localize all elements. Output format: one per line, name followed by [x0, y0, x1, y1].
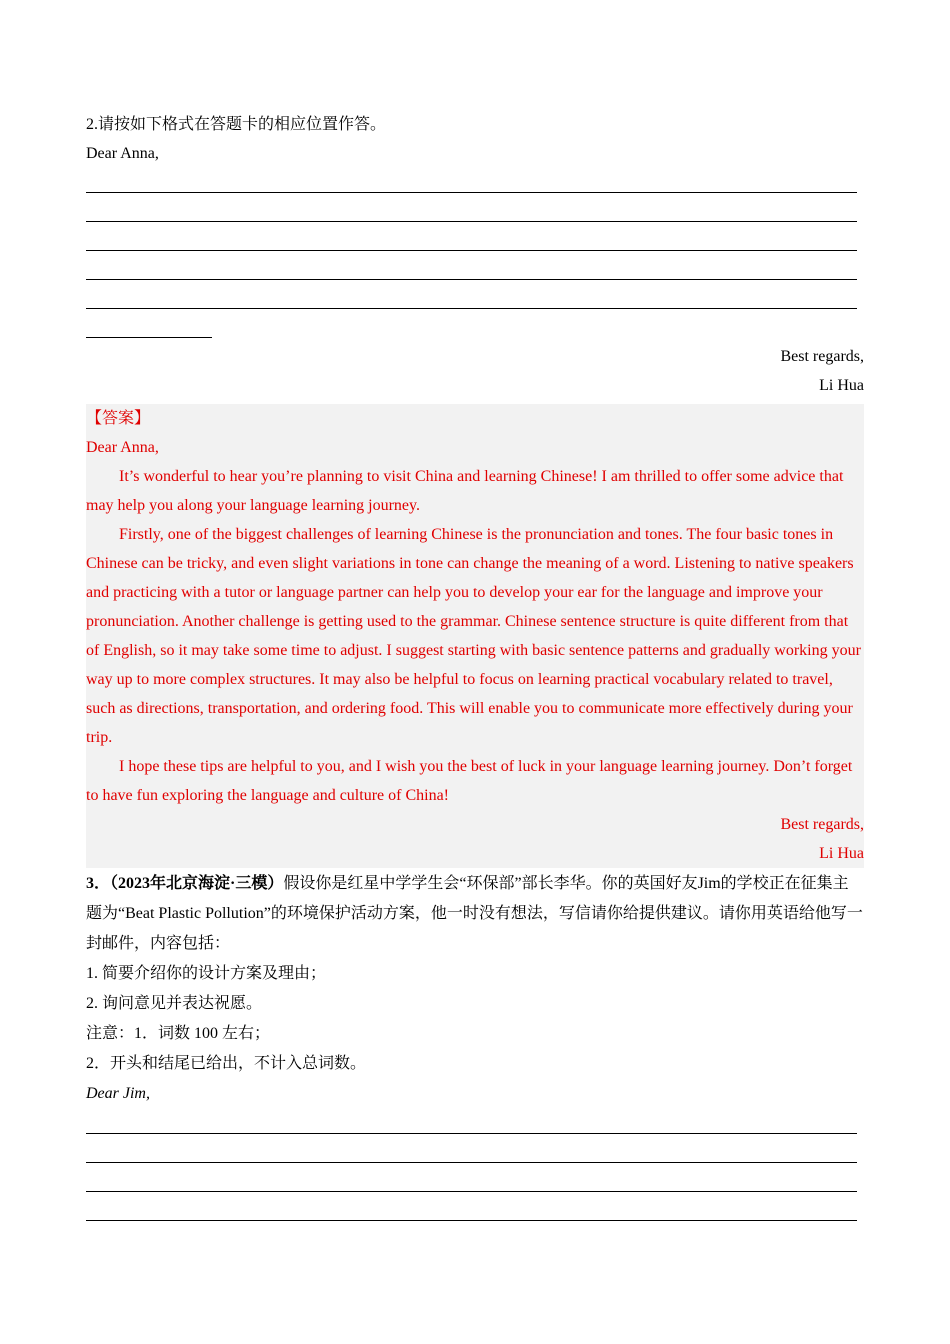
answer-line[interactable] [86, 1138, 864, 1167]
answer-closing: Best regards, [780, 816, 864, 833]
q2-signature: Li Hua [819, 377, 864, 394]
document-page [86, 110, 864, 1225]
answer-line[interactable] [86, 1167, 864, 1196]
answer-greeting: Dear Anna, [86, 439, 159, 456]
answer-line[interactable] [86, 168, 864, 197]
answer-label: 【答案】 [86, 410, 151, 427]
answer-line[interactable] [86, 255, 864, 284]
q3-prompt-text: 假设你是红星中学学生会“环保部”部长李华。你的英国好友Jim的学校正在征集主题为“Beat Plastic Pollution”的环境保护活动方案，他一时没有想法，写信请你给提供建议。请你用英语给他写一封邮件，内容包括： [86, 875, 863, 952]
q3-note: 注意：1．词数 100 左右； [86, 1025, 271, 1042]
answer-line[interactable] [86, 197, 864, 226]
q3-item: 2. 询问意见并表达祝愿。 [86, 995, 263, 1012]
q3-item: 1. 简要介绍你的设计方案及理由； [86, 965, 327, 982]
answer-block [86, 404, 864, 868]
q3-greeting: Dear Jim, [86, 1085, 150, 1102]
answer-paragraph: Firstly, one of the biggest challenges of learning Chinese is the pronunciation and tones. The four basic tones in Chinese can be tricky, and even slight variations in tone can change the meaning of a word. Listening to native speakers and practicing with a tutor or language partner can help you to develop your ear for the language and improve your pronunciation. Another challenge is getting used to the grammar. Chinese sentence structure is quite different from that of English, so it may take some time to adjust. I suggest starting with basic sentence patterns and gradually working your way up to more complex structures. It may also be helpful to focus on learning practical vocabulary related to travel, such as directions, transportation, and ordering food. This will enable you to communicate more effectively during your trip. [86, 526, 861, 746]
q2-instruction: 2.请按如下格式在答题卡的相应位置作答。 [86, 116, 387, 133]
q3-source: （2023年北京海淀·三模） [110, 875, 284, 892]
answer-line[interactable] [86, 284, 864, 313]
q3-note: 2．开头和结尾已给出，不计入总词数。 [86, 1055, 367, 1072]
answer-line[interactable] [86, 1196, 864, 1225]
answer-line-short[interactable] [86, 313, 864, 342]
answer-line[interactable] [86, 1109, 864, 1138]
question-3 [86, 869, 864, 1225]
q3-number: 3． [86, 875, 111, 892]
answer-paragraph: It’s wonderful to hear you’re planning to visit China and learning Chinese! I am thrilled to offer some advice that may help you along your language learning journey. [86, 468, 844, 514]
q2-closing: Best regards, [780, 348, 864, 365]
answer-paragraph: I hope these tips are helpful to you, and I wish you the best of luck in your language learning journey. Don’t forget to have fun exploring the language and culture of China! [86, 758, 853, 804]
answer-line[interactable] [86, 226, 864, 255]
answer-signature: Li Hua [819, 845, 864, 862]
q2-greeting: Dear Anna, [86, 145, 159, 162]
q3-prompt [86, 869, 864, 959]
